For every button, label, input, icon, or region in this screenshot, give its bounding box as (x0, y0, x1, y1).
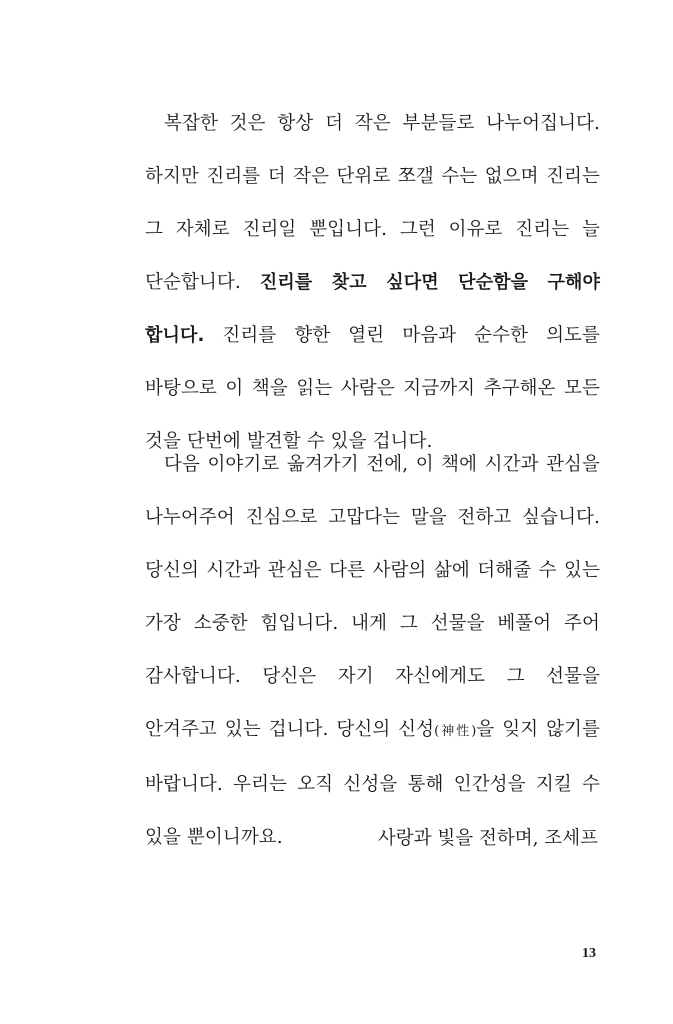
paragraph-2-indent (145, 454, 164, 475)
paragraph-1-indent (145, 113, 164, 134)
paragraph-1 (145, 97, 600, 468)
paragraph-2-text-start: 다음 이야기로 옮겨가기 전에, 이 책에 시간과 관심을 나누어주어 진심으로 고맙다는 말을 전하고 싶습니다. 당신의 시간과 관심은 다른 사람의 삶에 더해줄 수 있는 가장 소중한 힘입니다. 내게 그 선물을 베풀어 주어 감사합니다. 당신은 자기 자신에게도 그 선물을 안겨주고 있는 겁니다. 당신의 신성 (145, 454, 600, 740)
paragraph-2-text-end: 을 잊지 않기를 바랍니다. 우리는 오직 신성을 통해 인간성을 지킬 수 있을 뿐이니까요. (145, 719, 600, 848)
page-number: 13 (582, 946, 596, 961)
paragraph-1-text-end: 진리를 향한 열린 마음과 순수한 의도를 바탕으로 이 책을 읽는 사람은 지금까지 추구해온 모든 것을 단번에 발견할 수 있을 겁니다. (145, 325, 600, 452)
paragraph-2-hanja: (神性) (434, 724, 477, 739)
paragraph-1-text-start: 복잡한 것은 항상 더 작은 부분들로 나누어집니다. 하지만 진리를 더 작은 단위로 쪼갤 수는 없으며 진리는 그 자체로 진리일 뿐입니다. 그런 이유로 진리는 늘 단순합니다. (145, 113, 600, 293)
signature: 사랑과 빛을 전하며, 조세프 (377, 828, 598, 849)
paragraph-2 (145, 438, 600, 864)
paragraph-1-bold-text: 진리를 찾고 싶다면 단순함을 구해야 합니다. (145, 272, 600, 346)
